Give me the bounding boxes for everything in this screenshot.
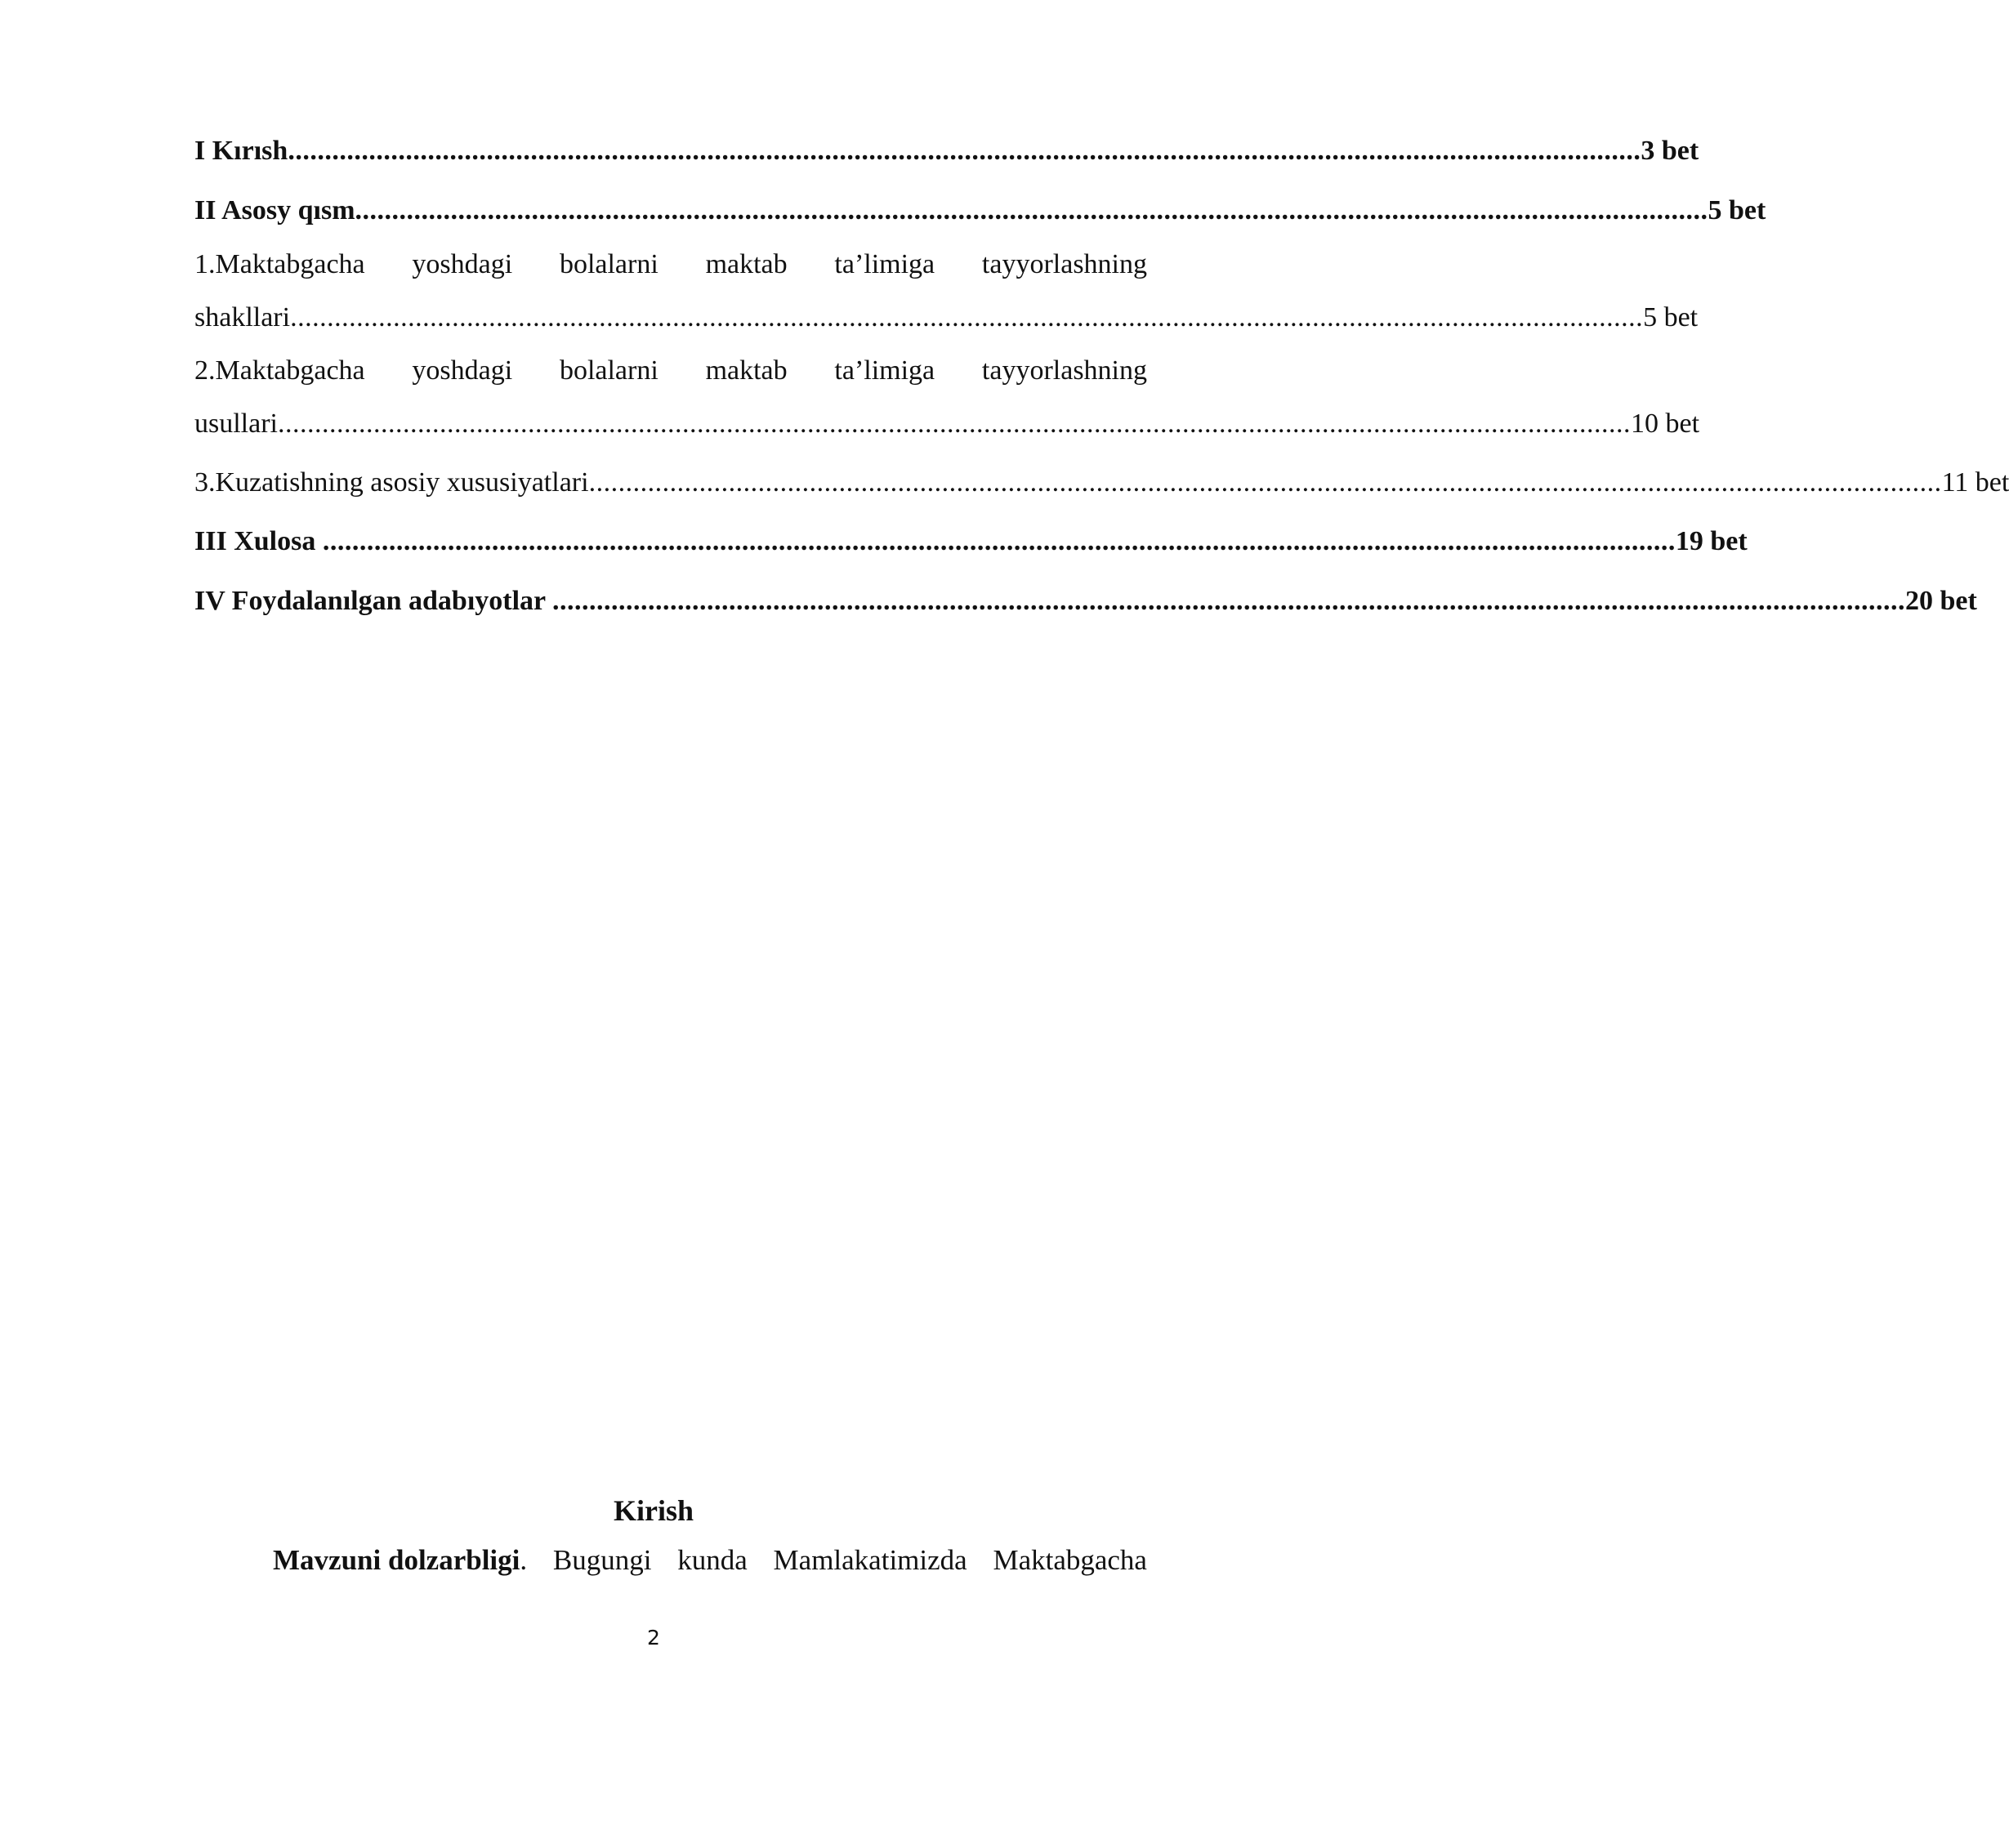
dot-leader: ........................................................................................................................................................................................	[277, 408, 1631, 439]
toc-word: yoshdagi	[412, 355, 513, 386]
toc-entry-label: I Kırısh	[194, 136, 288, 166]
toc-word: 1.Maktabgacha	[194, 249, 365, 279]
toc-entry-kirish	[194, 136, 1699, 195]
toc-entry-kuzatish	[194, 467, 2009, 526]
toc-entry-page: 5 bet	[1643, 302, 1699, 333]
toc-entry-page: 19 bet	[1675, 526, 1748, 556]
dot-leader: ........................................................................................................................................................................................	[588, 467, 1942, 498]
toc-entry-label: II Asosy qısm	[194, 195, 355, 225]
toc-entry-label: III Xulosa	[194, 526, 323, 556]
toc-word: 2.Maktabgacha	[194, 355, 365, 386]
intro-lead-punct: .	[520, 1544, 528, 1576]
toc-entry-adabiyotlar	[194, 586, 1977, 645]
toc-entry-page: 3 bet	[1641, 136, 1699, 166]
dot-leader: ........................................................................................................................................................................................	[322, 526, 1676, 556]
toc-entry-page: 10 bet	[1630, 408, 1700, 439]
dot-leader: ........................................................................................................................................................................................	[552, 586, 1906, 616]
toc-entry-label: usullari	[194, 408, 278, 439]
dot-leader: ........................................................................................................................................................................................	[288, 136, 1641, 166]
dot-leader: ........................................................................................................................................................................................	[290, 302, 1644, 333]
toc-word: maktab	[705, 355, 788, 386]
toc-word: ta’limiga	[834, 249, 935, 279]
toc-entry-asosy-qism	[194, 195, 1766, 249]
page-number: 2	[647, 1626, 660, 1649]
intro-word: Bugungi	[552, 1544, 652, 1576]
toc-word: yoshdagi	[412, 249, 513, 279]
toc-entry-label: shakllari	[194, 302, 291, 333]
toc-entry-page: 5 bet	[1708, 195, 1766, 225]
toc-entry-page: 11 bet	[1941, 467, 2009, 498]
toc-entry-label: IV Foydalanılgan adabıyotlar	[194, 586, 553, 616]
toc-word: maktab	[705, 249, 788, 279]
toc-entry-xulosa	[194, 526, 1748, 586]
toc-word: ta’limiga	[834, 355, 935, 386]
dot-leader: ........................................................................................................................................................................................	[355, 195, 1708, 225]
intro-paragraph	[273, 1544, 1147, 1577]
intro-word: Maktabgacha	[993, 1544, 1147, 1576]
section-heading: Kirish	[613, 1494, 694, 1527]
intro-lead-bold: Mavzuni dolzarbligi	[273, 1544, 520, 1576]
toc-entry-shakllari-line1	[194, 249, 1147, 302]
intro-lead	[273, 1544, 527, 1577]
toc-entry-label: 3.Kuzatishning asosiy xususiyatlari	[194, 467, 589, 498]
intro-word: Mamlakatimizda	[773, 1544, 967, 1576]
table-of-contents	[194, 136, 2009, 645]
toc-word: tayyorlashning	[981, 355, 1147, 386]
toc-word: tayyorlashning	[981, 249, 1147, 279]
toc-entry-shakllari-line2	[194, 302, 1699, 355]
intro-word: kunda	[677, 1544, 748, 1576]
toc-word: bolalarni	[559, 249, 659, 279]
toc-entry-usullari-line2	[194, 408, 1700, 467]
toc-entry-usullari-line1	[194, 355, 1147, 408]
toc-entry-page: 20 bet	[1905, 586, 1977, 616]
toc-word: bolalarni	[559, 355, 659, 386]
